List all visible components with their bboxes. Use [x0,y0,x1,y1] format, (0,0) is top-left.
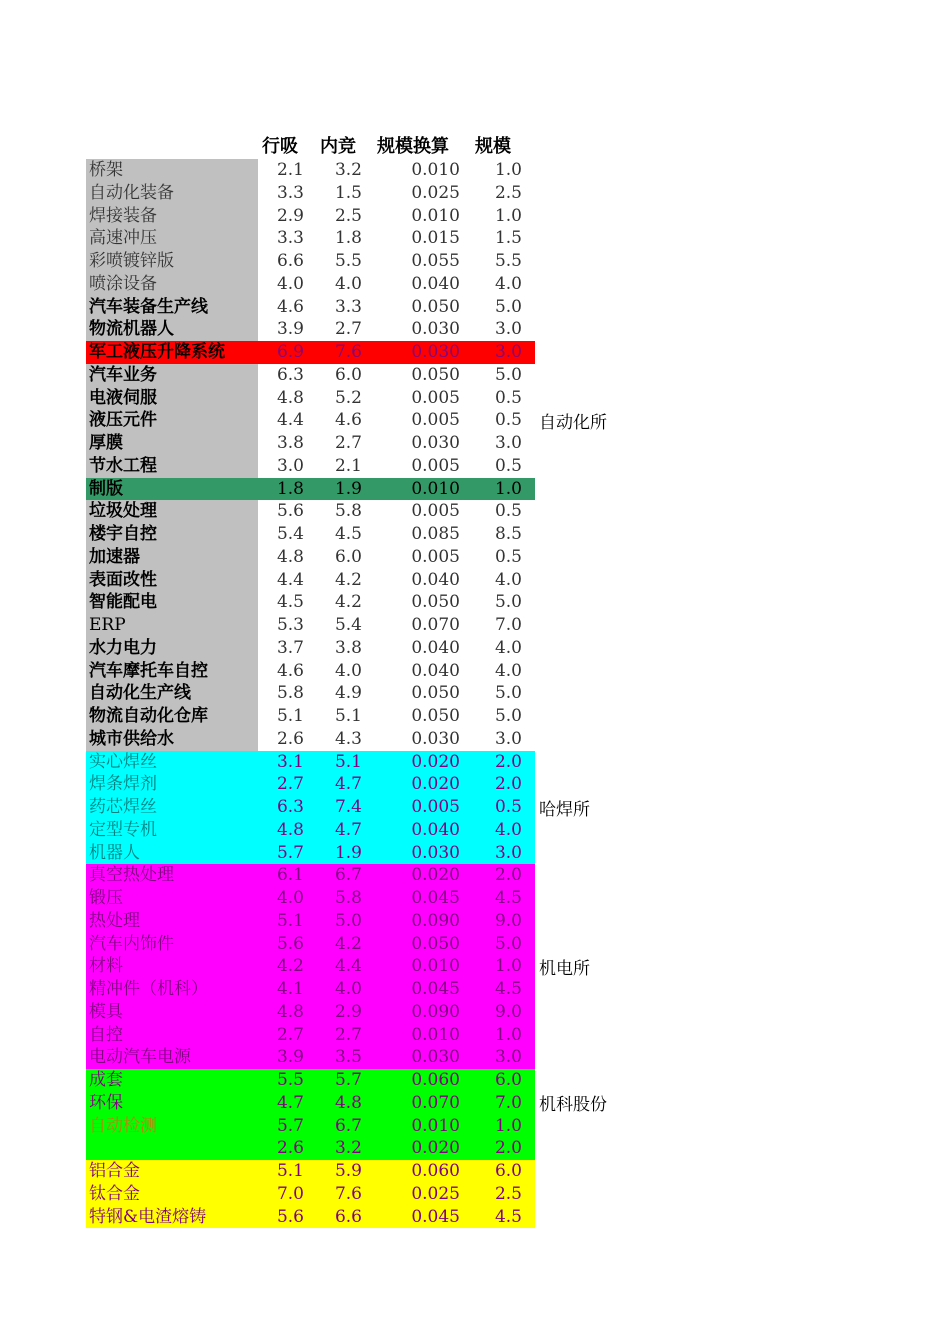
row-name: 药芯焊丝 [86,796,258,819]
cell-hangxi: 2.6 [276,1138,304,1159]
cell-scale-conversion: 0.005 [411,455,460,476]
row-name: 制版 [86,478,258,501]
cell-scale: 6.0 [494,1070,522,1090]
cell-scale-conversion: 0.085 [411,524,460,544]
row-name: 精冲件（机科） [86,978,258,1001]
cell-hangxi: 2.9 [276,205,304,226]
table-row [86,933,535,956]
table-row [86,250,535,273]
cell-neijing: 4.0 [334,273,362,294]
cell-neijing: 4.8 [334,1092,362,1113]
cell-hangxi: 5.7 [276,842,304,863]
row-name: 彩喷镀锌版 [86,250,258,273]
cell-scale: 2.5 [494,1183,522,1204]
cell-hangxi: 4.0 [276,273,304,294]
row-name: 表面改性 [86,569,258,592]
cell-hangxi: 7.0 [276,1183,304,1204]
cell-neijing: 6.6 [334,1206,362,1227]
cell-neijing: 2.5 [334,205,362,226]
cell-hangxi: 3.3 [276,228,304,249]
row-name: 材料 [86,955,258,978]
cell-scale: 9.0 [494,910,522,931]
row-name: 自动检测 [86,1115,258,1138]
cell-scale-conversion: 0.090 [411,910,460,931]
cell-neijing: 3.5 [334,1047,362,1068]
cell-neijing: 4.3 [334,728,362,749]
table-row [86,1024,535,1047]
row-name: 焊接装备 [86,205,258,228]
cell-scale-conversion: 0.005 [411,797,460,817]
cell-hangxi: 4.8 [276,819,304,840]
row-name: 节水工程 [86,455,258,478]
cell-scale: 3.0 [494,433,522,453]
cell-hangxi: 2.7 [276,774,304,795]
cell-scale-conversion: 0.020 [411,774,460,795]
cell-scale: 4.5 [494,888,522,908]
cell-hangxi: 5.1 [276,1161,304,1181]
table-row [86,910,535,933]
row-name: 模具 [86,1001,258,1024]
cell-neijing: 7.6 [334,1183,362,1204]
cell-scale-conversion: 0.030 [411,342,460,362]
table-row [86,432,535,455]
cell-scale: 5.0 [494,296,522,317]
cell-scale-conversion: 0.070 [411,615,460,635]
row-name: 电液伺服 [86,387,258,410]
cell-neijing: 6.7 [334,865,362,886]
cell-hangxi: 3.9 [276,1047,304,1068]
cell-neijing: 3.2 [334,1138,362,1159]
header-hangxi: 行吸 [262,136,298,157]
cell-scale: 3.0 [494,842,522,863]
cell-hangxi: 6.1 [276,865,304,886]
cell-scale-conversion: 0.050 [411,364,460,385]
cell-scale: 1.0 [494,205,522,226]
cell-neijing: 4.7 [334,774,362,795]
cell-scale: 5.0 [494,933,522,954]
cell-hangxi: 4.8 [276,387,304,408]
cell-scale: 4.5 [494,1206,522,1227]
row-name: 城市供给水 [86,728,258,751]
cell-neijing: 4.0 [334,979,362,999]
cell-scale: 2.5 [494,182,522,203]
cell-scale-conversion: 0.020 [411,751,460,772]
cell-neijing: 1.9 [334,842,362,863]
table-row [86,705,535,728]
table-row [86,500,535,523]
cell-scale: 5.0 [494,364,522,385]
cell-neijing: 2.7 [334,433,362,453]
cell-hangxi: 5.7 [276,1115,304,1136]
table-row [86,455,535,478]
row-name: 自控 [86,1024,258,1047]
row-name: 喷涂设备 [86,273,258,296]
cell-neijing: 5.8 [334,501,362,522]
cell-hangxi: 5.5 [276,1070,304,1090]
cell-scale-conversion: 0.010 [411,160,460,180]
cell-neijing: 5.2 [334,387,362,408]
cell-scale: 3.0 [494,728,522,749]
row-name: 机器人 [86,842,258,865]
cell-scale-conversion: 0.040 [411,569,460,590]
cell-scale-conversion: 0.010 [411,478,460,499]
cell-scale-conversion: 0.005 [411,546,460,567]
cell-hangxi: 2.6 [276,728,304,749]
cell-hangxi: 5.1 [276,910,304,931]
table-row [86,682,535,705]
cell-scale-conversion: 0.025 [411,182,460,203]
row-name: 特钢&电渣熔铸 [86,1206,258,1229]
cell-scale-conversion: 0.030 [411,728,460,749]
cell-scale: 0.5 [494,546,522,567]
table-row [86,546,535,569]
cell-scale: 1.5 [494,228,522,249]
cell-scale: 0.5 [494,797,522,817]
cell-hangxi: 6.3 [276,364,304,385]
cell-scale-conversion: 0.050 [411,706,460,726]
table-row [86,1092,535,1115]
cell-hangxi: 3.1 [276,751,304,772]
cell-scale-conversion: 0.005 [411,501,460,522]
cell-scale-conversion: 0.005 [411,387,460,408]
row-name: 加速器 [86,546,258,569]
cell-scale: 7.0 [494,615,522,635]
cell-scale-conversion: 0.040 [411,660,460,681]
row-name: 液压元件 [86,409,258,432]
cell-scale-conversion: 0.060 [411,1161,460,1181]
cell-neijing: 3.3 [334,296,362,317]
cell-hangxi: 3.8 [276,433,304,453]
cell-hangxi: 4.8 [276,546,304,567]
cell-hangxi: 5.6 [276,1206,304,1227]
cell-hangxi: 3.3 [276,182,304,203]
cell-neijing: 4.2 [334,569,362,590]
cell-hangxi: 4.7 [276,1092,304,1113]
cell-scale: 3.0 [494,319,522,340]
cell-hangxi: 4.0 [276,888,304,908]
cell-neijing: 6.7 [334,1115,362,1136]
cell-hangxi: 6.6 [276,251,304,271]
cell-scale-conversion: 0.040 [411,819,460,840]
cell-scale: 6.0 [494,1161,522,1181]
row-name: 水力电力 [86,637,258,660]
cell-scale-conversion: 0.010 [411,205,460,226]
cell-scale: 1.0 [494,1024,522,1045]
cell-scale-conversion: 0.030 [411,319,460,340]
cell-scale: 5.0 [494,706,522,726]
table-row [86,364,535,387]
row-name: 楼宇自控 [86,523,258,546]
cell-hangxi: 5.6 [276,501,304,522]
cell-neijing: 5.1 [334,706,362,726]
table-row [86,1001,535,1024]
cell-scale: 1.0 [494,160,522,180]
cell-scale-conversion: 0.005 [411,410,460,431]
group-label-zidonghuasuo: 自动化所 [539,413,607,433]
cell-scale-conversion: 0.030 [411,842,460,863]
cell-hangxi: 3.9 [276,319,304,340]
cell-scale: 4.0 [494,660,522,681]
cell-hangxi: 5.4 [276,524,304,544]
cell-scale-conversion: 0.045 [411,979,460,999]
cell-scale: 3.0 [494,1047,522,1068]
cell-neijing: 2.1 [334,455,362,476]
cell-hangxi: 4.6 [276,660,304,681]
table-row [86,842,535,865]
cell-neijing: 5.7 [334,1070,362,1090]
table-row [86,887,535,910]
table-row [86,387,535,410]
row-name: 汽车业务 [86,364,258,387]
table-row [86,341,535,364]
cell-hangxi: 5.3 [276,615,304,635]
table-row [86,159,535,182]
row-name: 热处理 [86,910,258,933]
row-name: 厚膜 [86,432,258,455]
cell-scale: 4.0 [494,273,522,294]
table-row [86,751,535,774]
cell-hangxi: 6.3 [276,797,304,817]
cell-neijing: 2.7 [334,319,362,340]
cell-hangxi: 2.7 [276,1024,304,1045]
cell-scale-conversion: 0.045 [411,888,460,908]
cell-neijing: 4.0 [334,660,362,681]
header-row [86,135,535,159]
row-name: 定型专机 [86,819,258,842]
header-neijing: 内竞 [320,136,356,157]
table-row [86,773,535,796]
cell-neijing: 5.9 [334,1161,362,1181]
cell-neijing: 4.6 [334,410,362,431]
cell-hangxi: 2.1 [276,160,304,180]
row-name: 物流自动化仓库 [86,705,258,728]
cell-neijing: 7.6 [334,342,362,362]
table-row [86,1046,535,1069]
row-name: 钛合金 [86,1183,258,1206]
row-name: 铝合金 [86,1160,258,1183]
cell-neijing: 1.8 [334,228,362,249]
cell-scale: 1.0 [494,1115,522,1136]
row-name: 桥架 [86,159,258,182]
cell-scale-conversion: 0.020 [411,1138,460,1159]
cell-scale-conversion: 0.030 [411,433,460,453]
table-row [86,637,535,660]
cell-scale-conversion: 0.020 [411,865,460,886]
cell-hangxi: 1.8 [276,478,304,499]
cell-scale: 4.0 [494,819,522,840]
cell-scale: 2.0 [494,751,522,772]
row-name: 锻压 [86,887,258,910]
cell-neijing: 5.8 [334,888,362,908]
table-row [86,205,535,228]
cell-neijing: 5.0 [334,910,362,931]
cell-hangxi: 5.6 [276,933,304,954]
cell-scale: 1.0 [494,956,522,977]
cell-scale-conversion: 0.040 [411,273,460,294]
cell-scale-conversion: 0.050 [411,683,460,704]
cell-scale-conversion: 0.050 [411,933,460,954]
table-row [86,478,535,501]
cell-scale-conversion: 0.045 [411,1206,460,1227]
cell-scale: 8.5 [494,524,522,544]
table-row [86,1115,535,1138]
data-rows [86,159,535,1228]
cell-scale-conversion: 0.010 [411,956,460,977]
cell-scale-conversion: 0.050 [411,592,460,613]
row-name: 汽车装备生产线 [86,296,258,319]
cell-neijing: 5.5 [334,251,362,271]
cell-neijing: 4.2 [334,592,362,613]
table-row [86,569,535,592]
cell-scale: 0.5 [494,501,522,522]
table-row [86,864,535,887]
cell-neijing: 4.2 [334,933,362,954]
cell-hangxi: 3.7 [276,637,304,658]
row-name: 实心焊丝 [86,751,258,774]
cell-neijing: 5.4 [334,615,362,635]
cell-hangxi: 4.2 [276,956,304,977]
cell-scale: 5.5 [494,251,522,271]
cell-neijing: 1.9 [334,478,362,499]
cell-neijing: 4.4 [334,956,362,977]
cell-scale-conversion: 0.025 [411,1183,460,1204]
cell-hangxi: 4.1 [276,979,304,999]
cell-neijing: 3.8 [334,637,362,658]
table-row [86,728,535,751]
cell-scale: 0.5 [494,387,522,408]
cell-neijing: 3.2 [334,160,362,180]
table-row [86,1137,535,1160]
cell-scale-conversion: 0.010 [411,1024,460,1045]
cell-neijing: 4.9 [334,683,362,704]
cell-neijing: 4.7 [334,819,362,840]
row-name: 汽车摩托车自控 [86,660,258,683]
table-row [86,1069,535,1092]
header-scale: 规模 [475,136,511,157]
cell-scale: 4.5 [494,979,522,999]
cell-scale: 1.0 [494,478,522,499]
cell-neijing: 2.7 [334,1024,362,1045]
row-name: 自动化生产线 [86,682,258,705]
cell-hangxi: 5.8 [276,683,304,704]
cell-scale: 5.0 [494,592,522,613]
table-row [86,273,535,296]
cell-scale-conversion: 0.030 [411,1047,460,1068]
row-name: 智能配电 [86,591,258,614]
table-row [86,523,535,546]
group-label-jikegufen: 机科股份 [539,1095,607,1115]
row-name: 真空热处理 [86,864,258,887]
cell-scale: 2.0 [494,774,522,795]
cell-neijing: 7.4 [334,797,362,817]
cell-scale-conversion: 0.090 [411,1001,460,1022]
cell-scale: 9.0 [494,1001,522,1022]
table-row [86,614,535,637]
table-row [86,955,535,978]
row-name: 成套 [86,1069,258,1092]
cell-scale-conversion: 0.050 [411,296,460,317]
table-row [86,182,535,205]
table-row [86,819,535,842]
cell-neijing: 6.0 [334,364,362,385]
row-name: 汽车内饰件 [86,933,258,956]
row-name: 电动汽车电源 [86,1046,258,1069]
cell-scale-conversion: 0.060 [411,1070,460,1090]
table-row [86,296,535,319]
table-row [86,227,535,250]
cell-hangxi: 4.8 [276,1001,304,1022]
cell-scale: 2.0 [494,1138,522,1159]
cell-scale: 5.0 [494,683,522,704]
table-row [86,978,535,1001]
group-label-jidiansuo: 机电所 [539,959,590,979]
cell-neijing: 6.0 [334,546,362,567]
cell-hangxi: 4.6 [276,296,304,317]
table-row [86,591,535,614]
cell-neijing: 1.5 [334,182,362,203]
cell-scale-conversion: 0.055 [411,251,460,271]
cell-scale-conversion: 0.015 [411,228,460,249]
cell-scale-conversion: 0.040 [411,637,460,658]
row-name: 军工液压升降系统 [86,341,258,364]
row-name: 自动化装备 [86,182,258,205]
row-name: 物流机器人 [86,318,258,341]
cell-hangxi: 4.5 [276,592,304,613]
cell-hangxi: 4.4 [276,569,304,590]
cell-hangxi: 3.0 [276,455,304,476]
cell-neijing: 5.1 [334,751,362,772]
cell-scale: 4.0 [494,569,522,590]
group-label-hahansuo: 哈焊所 [539,800,590,820]
table-row [86,660,535,683]
cell-scale: 0.5 [494,410,522,431]
cell-scale: 3.0 [494,342,522,362]
cell-scale-conversion: 0.070 [411,1092,460,1113]
table-row [86,1206,535,1229]
cell-hangxi: 5.1 [276,706,304,726]
cell-hangxi: 6.9 [276,342,304,362]
cell-scale: 2.0 [494,865,522,886]
cell-scale: 4.0 [494,637,522,658]
cell-neijing: 2.9 [334,1001,362,1022]
row-name: 高速冲压 [86,227,258,250]
row-name: 环保 [86,1092,258,1115]
cell-scale-conversion: 0.010 [411,1115,460,1136]
row-name: 垃圾处理 [86,500,258,523]
cell-neijing: 4.5 [334,524,362,544]
header-scale-conversion: 规模换算 [377,136,449,157]
row-name: 焊条焊剂 [86,773,258,796]
table-row [86,1160,535,1183]
cell-hangxi: 4.4 [276,410,304,431]
table-row [86,409,535,432]
cell-scale: 0.5 [494,455,522,476]
row-name: ERP [86,614,258,637]
row-name [86,1137,258,1160]
table-row [86,318,535,341]
spreadsheet [86,135,535,1228]
cell-scale: 7.0 [494,1092,522,1113]
table-row [86,796,535,819]
table-row [86,1183,535,1206]
